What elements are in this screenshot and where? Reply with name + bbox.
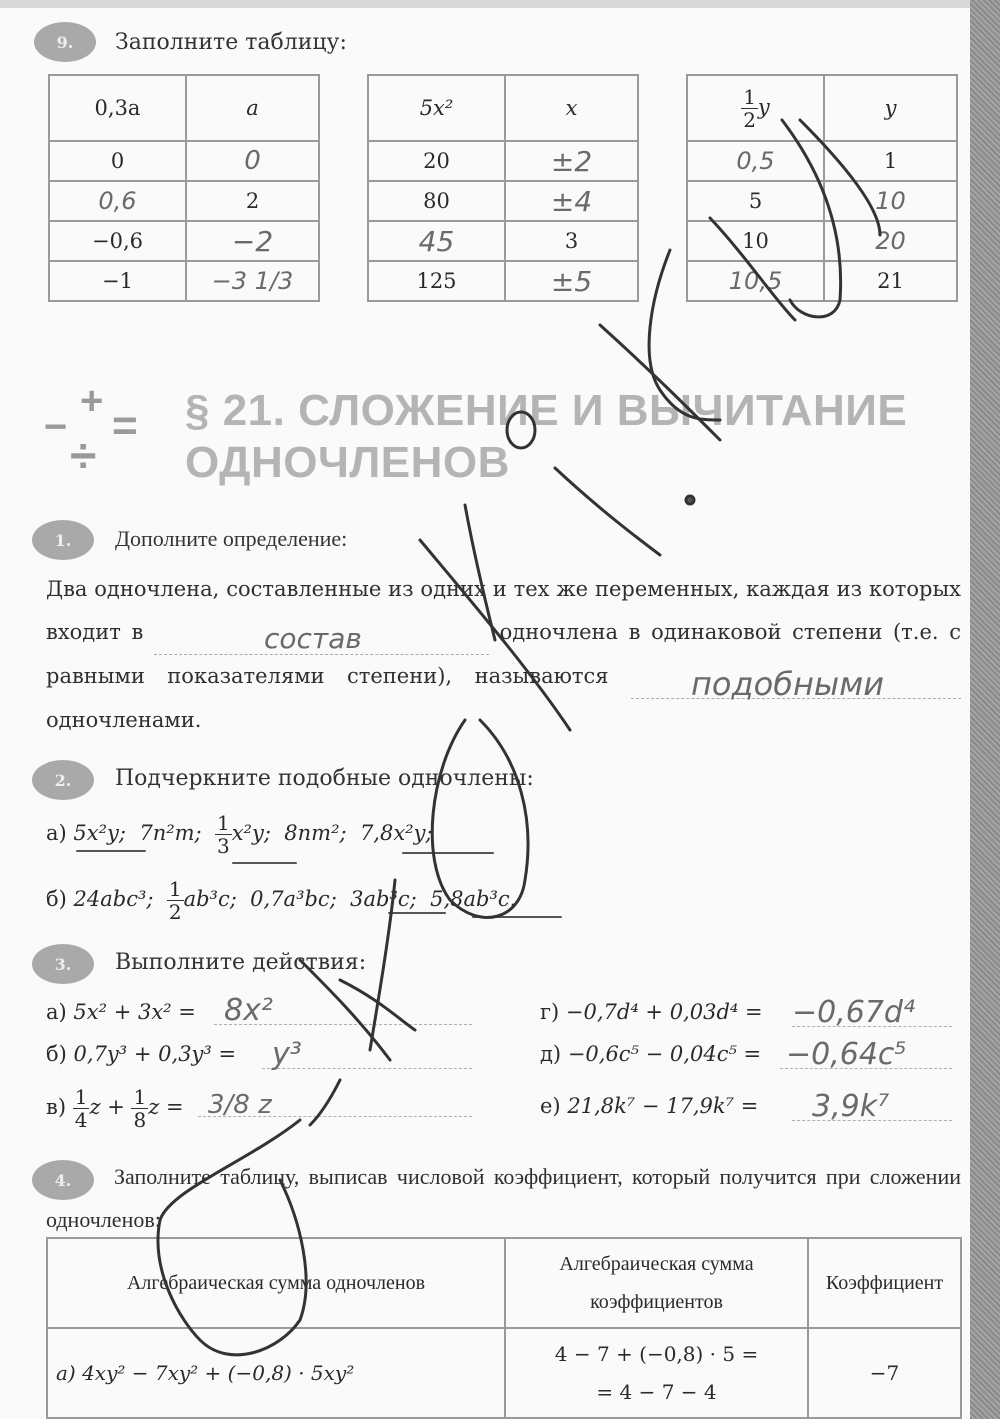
handwritten-answer[interactable]: ±2: [505, 141, 638, 181]
expression-b: б) 0,7y³ + 0,3y³ =: [46, 1042, 237, 1066]
task-number-badge: 4.: [32, 1160, 94, 1200]
handwritten-underline: [232, 862, 297, 864]
monomial[interactable]: 24abc³;: [73, 887, 154, 911]
monomial[interactable]: ab³c;: [183, 887, 237, 911]
monomial[interactable]: 5,8ab³c.: [430, 887, 517, 911]
monomials-row-b: б) 24abc³; $\frac{1}{2}$ ab³c; 0,7a³bc; 3ab³c; 5,8ab³c.: [46, 877, 517, 924]
task-title: Заполните таблицу:: [115, 30, 347, 55]
header-cell: 5x²: [368, 75, 505, 141]
handwritten-answer[interactable]: 0: [186, 141, 319, 181]
task-number-badge: 1.: [32, 520, 94, 560]
answer-field-e[interactable]: 3,9k⁷: [792, 1096, 952, 1121]
cell: 3: [505, 221, 638, 261]
monomial[interactable]: x²y;: [231, 821, 271, 845]
cell: 5: [687, 181, 824, 221]
answer-field-g[interactable]: −0,67d⁴: [792, 1002, 952, 1027]
handwritten-answer[interactable]: −3 1/3: [186, 261, 319, 301]
coefficient-table: [46, 1237, 962, 1419]
cell: 2: [186, 181, 319, 221]
cell: −0,6: [49, 221, 186, 261]
header-cell: $\frac{1}{2}$ y: [687, 75, 824, 141]
monomials-row-a: а) 5x²y; 7n²m; $\frac{1}{3}$ x²y; 8nm²; 7,8x²y;: [46, 811, 433, 858]
task-title: Дополните определение:: [115, 526, 348, 551]
monomial[interactable]: 7n²m;: [139, 821, 202, 845]
handwritten-answer[interactable]: 10: [824, 181, 957, 221]
expression-a: а) 5x² + 3x² =: [46, 1000, 196, 1024]
header-cell: Алгебраическая сумма одночленов: [47, 1238, 505, 1328]
cell: 20: [368, 141, 505, 181]
page-binding-edge: [970, 0, 1000, 1419]
cell: 10: [687, 221, 824, 261]
monomial[interactable]: 5x²y;: [73, 821, 126, 845]
expression-c: в) $\frac{1}{4}$ z + $\frac{1}{8}$ z =: [46, 1085, 184, 1132]
monomial[interactable]: 0,7a³bc;: [250, 887, 337, 911]
table-half-y-y: [686, 74, 958, 302]
cell: 0: [49, 141, 186, 181]
sum-cell: а) 4xy² − 7xy² + (−0,8) · 5xy²: [47, 1328, 505, 1418]
handwritten-answer[interactable]: ±4: [505, 181, 638, 221]
task-number-badge: 2.: [32, 760, 94, 800]
task-number-badge: 3.: [32, 944, 94, 984]
header-cell: x: [505, 75, 638, 141]
handwritten-answer[interactable]: −2: [186, 221, 319, 261]
definition-text: Два одночлена, составленные из одних и тех же переменных, каждая из которых входит в состав одночлена в одинаковой степени (т.е. с равными показателями степени), называются подобными одночленами.: [46, 577, 961, 732]
answer-field-d[interactable]: −0,64c⁵: [780, 1044, 952, 1069]
task-title: Подчеркните подобные одночлены:: [115, 766, 534, 791]
answer-field-c[interactable]: 3/8 z: [198, 1092, 472, 1117]
handwritten-answer[interactable]: ±5: [505, 261, 638, 301]
handwritten-underline: [388, 912, 446, 914]
task-title: Заполните таблицу, выписав числовой коэффициент, который получится при сложении одночленов:: [46, 1164, 961, 1232]
cell: −1: [49, 261, 186, 301]
handwritten-answer[interactable]: 0,6: [49, 181, 186, 221]
handwritten-answer[interactable]: 20: [824, 221, 957, 261]
expression-d: д) −0,6c⁵ − 0,04c⁵ =: [540, 1042, 762, 1066]
expression-g: г) −0,7d⁴ + 0,03d⁴ =: [540, 1000, 763, 1024]
handwritten-underline: [402, 852, 494, 854]
definition-blank-1[interactable]: состав: [154, 611, 489, 655]
section-heading: § 21. СЛОЖЕНИЕ И ВЫЧИТАНИЕ ОДНОЧЛЕНОВ: [185, 386, 908, 487]
cell: 125: [368, 261, 505, 301]
handwritten-answer[interactable]: 45: [368, 221, 505, 261]
monomial[interactable]: 3ab³c;: [350, 887, 417, 911]
handwritten-underline: [472, 916, 562, 918]
answer-field-b[interactable]: y³: [262, 1044, 472, 1069]
header-cell: 0,3a: [49, 75, 186, 141]
cell: 21: [824, 261, 957, 301]
definition-blank-2[interactable]: подобными: [631, 655, 961, 699]
monomial[interactable]: 8nm²;: [284, 821, 347, 845]
table-03a-a: [48, 74, 320, 302]
header-cell: y: [824, 75, 957, 141]
header-cell: a: [186, 75, 319, 141]
handwritten-answer[interactable]: 0,5: [687, 141, 824, 181]
task-number-badge: [34, 22, 96, 62]
math-operations-icon: + − = ÷: [44, 379, 138, 483]
coefficient-cell: −7: [808, 1328, 961, 1418]
cell: 1: [824, 141, 957, 181]
handwritten-answer[interactable]: 10,5: [687, 261, 824, 301]
task-title: Выполните действия:: [115, 950, 367, 975]
expression-e: е) 21,8k⁷ − 17,9k⁷ =: [540, 1094, 759, 1118]
answer-field-a[interactable]: 8x²: [214, 1000, 472, 1025]
header-cell: Алгебраическая сумма коэффициентов: [505, 1238, 808, 1328]
monomial[interactable]: 7,8x²y;: [359, 821, 433, 845]
handwritten-underline: [76, 850, 146, 852]
page-top-edge: [0, 0, 1000, 8]
coef-sum-cell: 4 − 7 + (−0,8) · 5 = = 4 − 7 − 4: [505, 1328, 808, 1418]
cell: 80: [368, 181, 505, 221]
header-cell: Коэффициент: [808, 1238, 961, 1328]
table-5x2-x: [367, 74, 639, 302]
task-number: 9.: [56, 32, 74, 52]
